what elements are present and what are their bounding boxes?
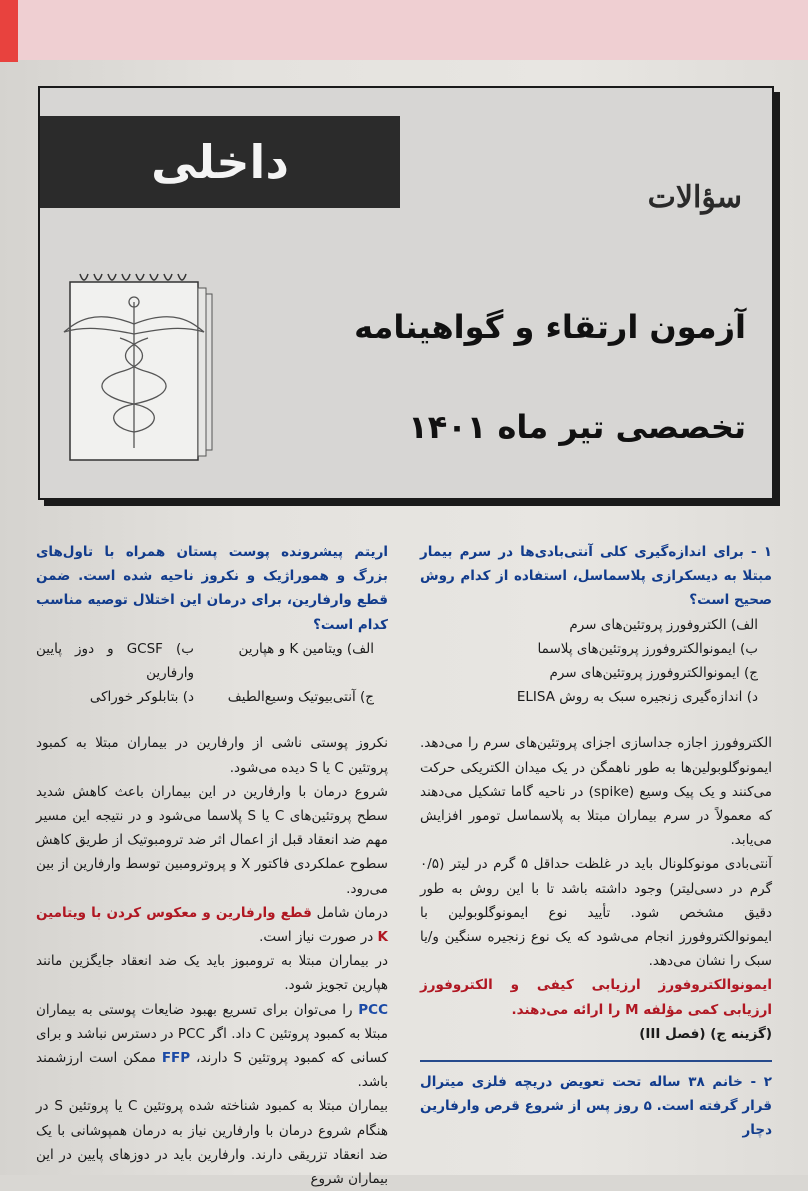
q1-option-d: د) اندازه‌گیری زنجیره سبک به روش ELISA xyxy=(516,689,758,706)
q2-para-3 xyxy=(36,901,388,949)
section-subtitle: سؤالات xyxy=(647,180,742,215)
q2-para-2: شروع درمان با وارفارین در این بیماران باعث کاهش شدید سطح پروتئین‌های C یا S پلاسما می‌شود و در نتیجه این مسیر مهم ضد انعقاد قبل از اعمال اثر ضد ترومبوتیک از طریق کاهش سطوح عملکردی فاکتور X و پروترومبین توسط وارفارین از بین می‌رود. xyxy=(36,783,388,897)
q2-para-1: نکروز پوستی ناشی از وارفارین در بیماران مبتلا به کمبود پروتئین C یا S دیده می‌شود. xyxy=(36,735,388,776)
banner xyxy=(40,116,400,208)
q1-option-c: ج) ایمونوالکتروفورز پروتئین‌های سرم xyxy=(549,665,758,682)
red-page-edge xyxy=(0,0,18,62)
ffp-term: FFP xyxy=(161,1050,191,1067)
q2-para-5-end: ممکن است ارزشمند باشد. xyxy=(36,1050,388,1091)
question-1-stem: ۱ - برای اندازه‌گیری کلی آنتی‌بادی‌ها در سرم بیمار مبتلا به دیسکرازی پلاسماسل، استفاده از کدام روش صحیح است؟ xyxy=(420,544,772,609)
q2-para-3-highlight: قطع وارفارین و معکوس کردن با ویتامین K xyxy=(36,904,388,946)
q1-answer: (گزینه ج) (فصل III) xyxy=(639,1025,772,1042)
q2-option-b: ب) GCSF و دوز پایین وارفارین xyxy=(36,640,194,682)
chapter-header xyxy=(38,86,774,500)
exam-date-title: تخصصی تیر ماه ۱۴۰۱ xyxy=(408,408,746,446)
question-2-stem: ۲ - خانم ۳۸ ساله تحت تعویض دریچه فلزی میترال قرار گرفته است. ۵ روز پس از شروع قرص وارفارین دچار xyxy=(420,1074,772,1139)
top-page-strip xyxy=(0,0,808,60)
caduceus-notepad-icon xyxy=(54,268,224,468)
q2-para-5 xyxy=(36,998,388,1095)
q2-para-6: بیماران مبتلا به کمبود شناخته شده پروتئین C یا پروتئین S در هنگام شروع درمان با وارفارین نیاز به درمان همپوشانی با یک ضد انعقاد تزریقی دارند. وارفارین باید در دوزهای پایین در این بیماران شروع xyxy=(36,1098,388,1188)
banner-title: داخلی xyxy=(151,135,289,189)
pcc-term: PCC xyxy=(358,1001,388,1018)
exam-title: آزمون ارتقاء و گواهینامه xyxy=(354,308,746,346)
q1-option-b: ب) ایمونوالکتروفورز پروتئین‌های پلاسما xyxy=(537,640,758,657)
q1-explanation-highlight: ایمونوالکتروفورز ارزیابی کیفی و الکتروفورز ارزیابی کمی مؤلفه M را ارائه می‌دهند. xyxy=(420,977,772,1018)
question-2-stem-continued: اریتم پیشرونده پوست پستان همراه با تاول‌های بزرگ و هموراژیک و نکروز ناحیه شده است. ضمن قطع وارفارین، برای درمان این اختلال توصیه مناسب کدام است؟ xyxy=(36,544,388,633)
q2-para-4: در بیماران مبتلا به ترومبوز باید یک ضد انعقاد جایگزین مانند هپارین تجویز شود. xyxy=(36,953,388,994)
q2-option-d: د) بتابلوکر خوراکی xyxy=(89,689,194,706)
q2-para-3-post: در صورت نیاز است. xyxy=(259,929,374,946)
question-separator xyxy=(420,1060,772,1062)
q1-explanation-1: الکتروفورز اجازه جداسازی اجزای پروتئین‌های سرم را می‌دهد. ایمونوگلوبولین‌ها به طور ناهمگن در یک میدان الکتریکی حرکت می‌کنند و یک پیک وسیع (spike) در ناحیه گاما تشکیل می‌دهند که معمولاً در سرم بیماران مبتلا به پلاسماسل تومور افزایش می‌یابد. xyxy=(420,735,773,849)
right-column xyxy=(420,540,772,1143)
q1-option-a: الف) الکتروفورز پروتئین‌های سرم xyxy=(569,616,758,633)
q1-explanation-2: آنتی‌بادی مونوکلونال باید در غلظت حداقل ۵ گرم در لیتر (۰/۵ گرم در دسی‌لیتر) وجود داشته باشد تا با این روش به طور دقیق مشخص شود. تأیید نوع ایمونوگلوبولین با ایمونوالکتروفورز انجام می‌شود که یک نوع زنجیره سنگین و/یا سبک را نشان می‌دهد. xyxy=(420,856,772,970)
q2-para-5-body: را می‌توان برای تسریع بهبود ضایعات پوستی به بیماران مبتلا به کمبود پروتئین C داد. اگر PCC در دسترس نباشد و برای کسانی که کمبود پروتئین S دارند، xyxy=(36,1001,388,1067)
q2-para-3-pre: درمان شامل xyxy=(316,904,389,921)
q2-option-c: ج) آنتی‌بیوتیک وسیع‌الطیف xyxy=(227,689,374,706)
q2-option-a: الف) ویتامین K و هپارین xyxy=(238,640,374,657)
q2-options xyxy=(36,637,388,710)
left-column xyxy=(36,540,388,1191)
